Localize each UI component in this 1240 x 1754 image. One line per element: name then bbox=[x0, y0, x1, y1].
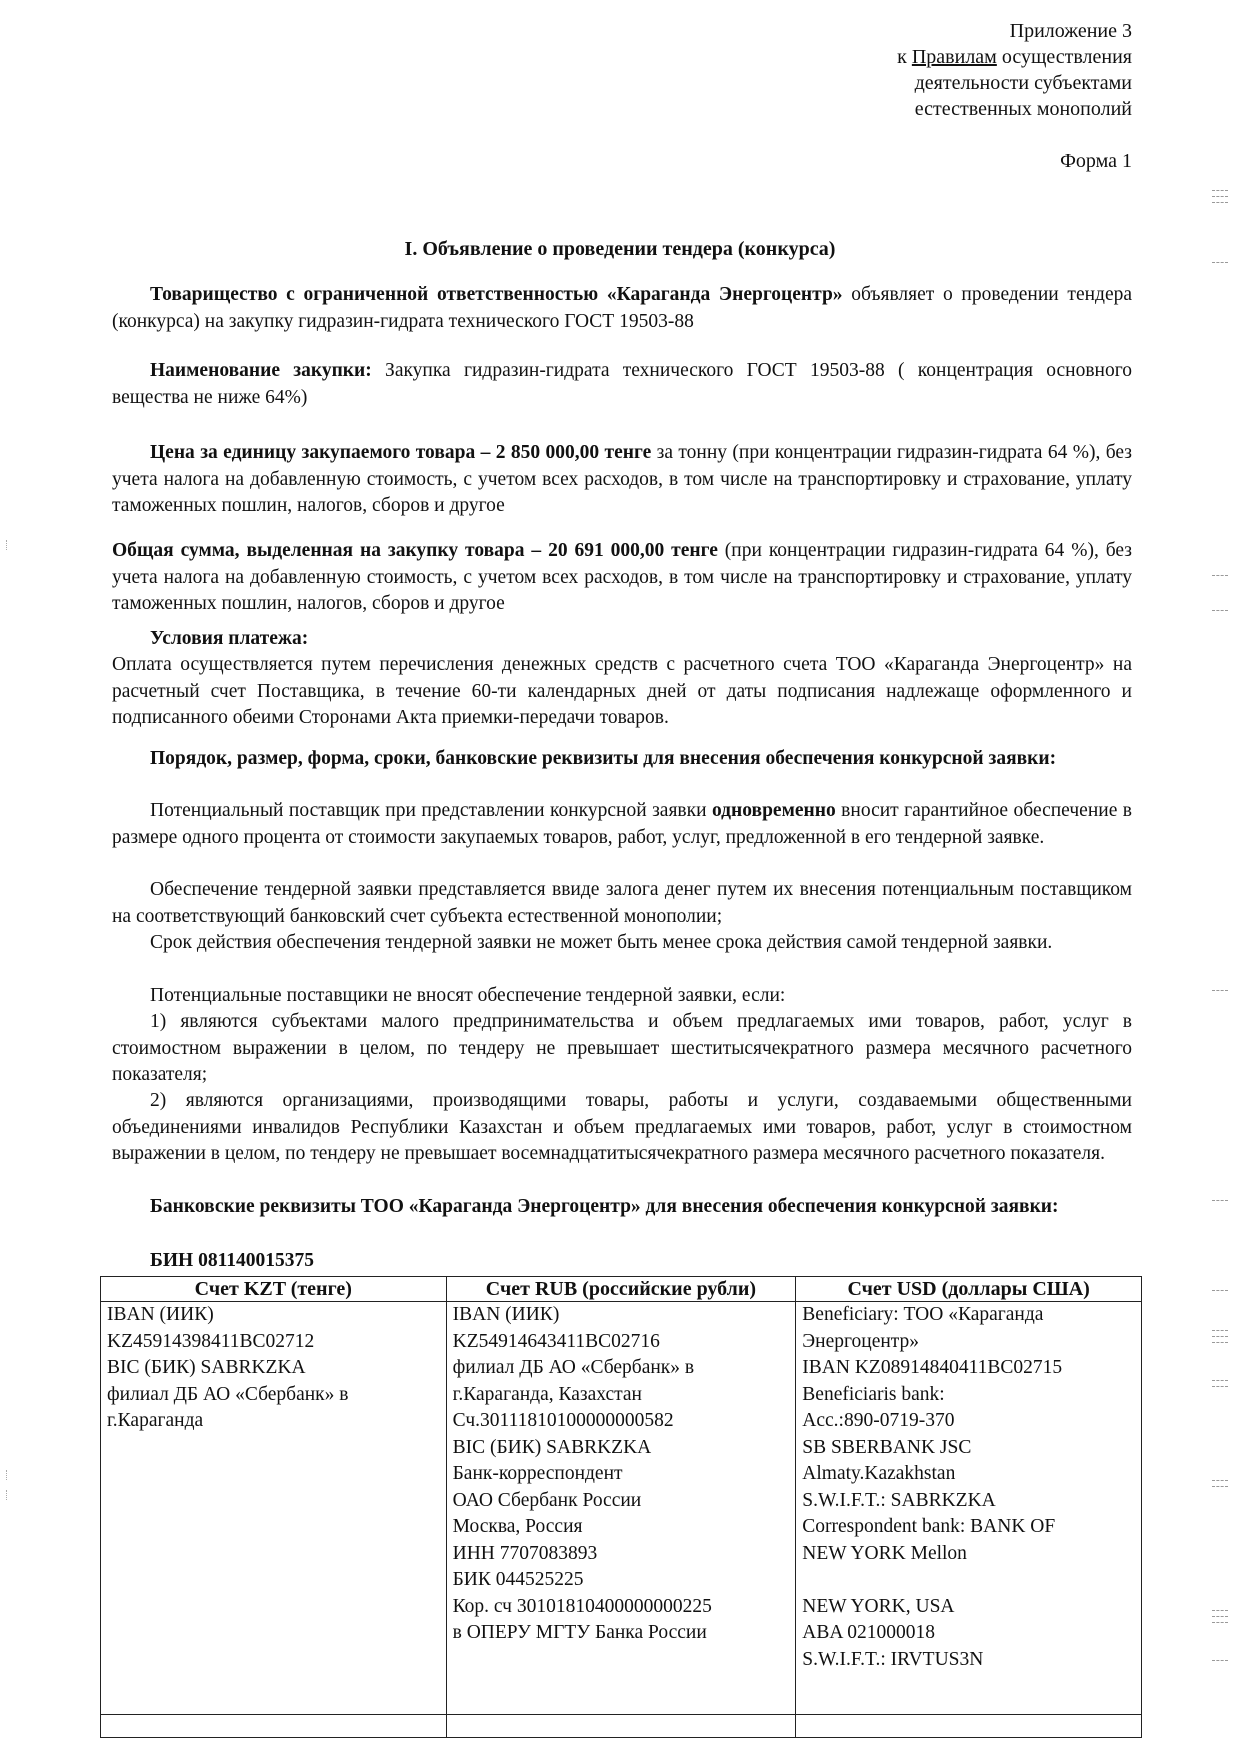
bank-heading: Банковские реквизиты ТОО «Караганда Энергоцентр» для внесения обеспечения конкурсной заявки: bbox=[150, 1196, 1059, 1217]
security-heading: Порядок, размер, форма, сроки, банковские реквизиты для внесения обеспечения конкурсной заявки: bbox=[150, 748, 1057, 769]
column-header-usd: Счет USD (доллары США) bbox=[796, 1277, 1142, 1302]
appendix-line-3: деятельности субъектами bbox=[914, 72, 1132, 94]
payment-label: Условия платежа: bbox=[150, 628, 309, 649]
scan-edge-marks bbox=[1204, 0, 1234, 1754]
security-paragraph-3: Срок действия обеспечения тендерной заявки не может быть менее срока действия самой тендерной заявки. bbox=[150, 932, 1053, 953]
rub-line: ОАО Сбербанк России bbox=[452, 1489, 642, 1511]
column-header-rub: Счет RUB (российские рубли) bbox=[446, 1277, 796, 1302]
rub-details-cell bbox=[446, 1302, 796, 1715]
bin-number: БИН 081140015375 bbox=[150, 1250, 315, 1271]
scan-left-marks bbox=[4, 0, 14, 1754]
rub-line: KZ54914643411BC02716 bbox=[452, 1330, 660, 1352]
usd-line: Acc.:890-0719-370 bbox=[802, 1410, 955, 1431]
rub-line: филиал ДБ АО «Сбербанк» в bbox=[452, 1357, 695, 1378]
usd-line: ABA 021000018 bbox=[802, 1622, 936, 1643]
usd-line bbox=[802, 1567, 1135, 1594]
organization-name: Товарищество с ограниченной ответственностью «Караганда Энергоцентр» bbox=[150, 284, 843, 305]
security-paragraph-2: Обеспечение тендерной заявки представляется ввиде залога денег путем их внесения потенциальным поставщиком на соответствующий банковский счет субъекта естественной монополии; bbox=[112, 879, 1132, 927]
rules-link[interactable]: Правилам bbox=[911, 46, 997, 68]
usd-line: Энергоцентр» bbox=[802, 1330, 920, 1352]
security-paragraph-5: 1) являются субъектами малого предпринимательства и объем предлагаемых ими товаров, работ, услуг в стоимостном выражении в целом, по тендеру не превышает шеститысячекратного размера месячного расчетного показателя; bbox=[112, 1011, 1132, 1085]
security-paragraph-4: Потенциальные поставщики не вносят обеспечение тендерной заявки, если: bbox=[150, 985, 786, 1006]
appendix-line-2 bbox=[897, 44, 1132, 70]
security-p1-bold: одновременно bbox=[711, 800, 836, 821]
kzt-line: филиал ДБ АО «Сбербанк» в bbox=[107, 1383, 349, 1405]
kzt-details-cell bbox=[101, 1302, 447, 1715]
appendix-suffix: осуществления bbox=[996, 46, 1132, 68]
rub-line: BIC (БИК) SABRKZKA bbox=[452, 1436, 652, 1458]
empty-cell bbox=[796, 1715, 1142, 1738]
unit-price-paragraph bbox=[112, 440, 1132, 520]
security-p1-before: Потенциальный поставщик при представлении конкурсной заявки bbox=[150, 800, 712, 821]
kzt-line: BIC (БИК) SABRKZKA bbox=[107, 1357, 306, 1378]
document-title: I. Объявление о проведении тендера (конкурса) bbox=[404, 238, 836, 260]
usd-line: SB SBERBANK JSC bbox=[802, 1436, 972, 1458]
rub-line: Москва, Россия bbox=[452, 1516, 583, 1537]
usd-details-cell bbox=[796, 1302, 1142, 1715]
usd-line: Beneficiaris bank: bbox=[802, 1383, 945, 1405]
intro-paragraph bbox=[112, 282, 1132, 335]
usd-line: NEW YORK, USA bbox=[802, 1595, 955, 1617]
payment-text: Оплата осуществляется путем перечисления денежных средств с расчетного счета ТОО «Караганда Энергоцентр» на расчетный счет Поставщика, в течение 60-ти календарных дней от даты подписания надлежаще оформленного и подписанного обеими Сторонами Акта приемки-передачи товаров. bbox=[112, 654, 1132, 728]
total-sum-text: (при концентрации гидразин-гидрата 64 %), без учета налога на добавленную стоимость, с учетом всех расходов, в том числе на транспортировку и страхование, уплату таможенных пошлин, налогов, сборов и другое bbox=[112, 540, 1132, 614]
usd-line: Almaty.Kazakhstan bbox=[802, 1463, 956, 1484]
appendix-line-1: Приложение 3 bbox=[1009, 20, 1132, 42]
rub-line: г.Караганда, Казахстан bbox=[452, 1383, 642, 1405]
rub-line: IBAN (ИИК) bbox=[452, 1304, 560, 1325]
appendix-line-4: естественных монополий bbox=[914, 98, 1132, 120]
usd-line: S.W.I.F.T.: SABRKZKA bbox=[802, 1489, 996, 1511]
appendix-prefix: к bbox=[897, 46, 912, 68]
purchase-name-label: Наименование закупки: bbox=[150, 360, 372, 381]
security-paragraph-1 bbox=[112, 798, 1132, 851]
purchase-name-paragraph bbox=[112, 358, 1132, 411]
usd-line: IBAN KZ08914840411BC02715 bbox=[802, 1357, 1063, 1378]
security-p1-after: вносит гарантийное обеспечение в размере одного процента от стоимости закупаемых товаров, работ, услуг, предложенной в его тендерной заявке. bbox=[112, 800, 1133, 848]
usd-line: Correspondent bank: BANK OF bbox=[802, 1516, 1056, 1537]
bank-details-table bbox=[100, 1276, 1142, 1738]
kzt-line: KZ45914398411BC02712 bbox=[107, 1330, 315, 1352]
total-sum-label: Общая сумма, выделенная на закупку товара – 20 691 000,00 тенге bbox=[112, 540, 718, 561]
usd-line: S.W.I.F.T.: IRVTUS3N bbox=[802, 1648, 984, 1670]
empty-cell bbox=[446, 1715, 796, 1738]
rub-line: Банк-корреспондент bbox=[452, 1463, 623, 1484]
total-sum-paragraph bbox=[112, 538, 1132, 618]
rub-line: в ОПЕРУ МГТУ Банка России bbox=[452, 1622, 707, 1643]
rub-line: БИК 044525225 bbox=[452, 1569, 584, 1590]
empty-cell bbox=[101, 1715, 447, 1738]
form-label: Форма 1 bbox=[1060, 150, 1132, 172]
unit-price-text: за тонну (при концентрации гидразин-гидрата 64 %), без учета налога на добавленную стоимость, с учетом всех расходов, в том числе на транспортировку и страхование, уплату таможенных пошлин, налогов, сборов и другое bbox=[112, 442, 1132, 516]
unit-price-label: Цена за единицу закупаемого товара – 2 850 000,00 тенге bbox=[150, 442, 652, 463]
usd-line: NEW YORK Mellon bbox=[802, 1542, 967, 1564]
rub-line: Кор. сч 30101810400000000225 bbox=[452, 1595, 712, 1617]
rub-line: Сч.30111810100000000582 bbox=[452, 1410, 674, 1431]
intro-text: объявляет о проведении тендера (конкурса) на закупку гидразин-гидрата технического ГОСТ 19503-88 bbox=[112, 284, 1133, 332]
security-paragraph-6: 2) являются организациями, производящими товары, работы и услуги, создаваемыми общественными объединениями инвалидов Республики Казахстан и объем предлагаемых ими товаров, работ, услуг в стоимостном выражении в целом, по тендеру не превышает восемнадцатитысячекратного размера месячного расчетного показателя. bbox=[112, 1090, 1132, 1164]
column-header-kzt: Счет KZT (тенге) bbox=[101, 1277, 447, 1302]
purchase-name-text: Закупка гидразин-гидрата технического ГОСТ 19503-88 ( концентрация основного вещества не ниже 64%) bbox=[112, 360, 1132, 408]
rub-line: ИНН 7707083893 bbox=[452, 1542, 598, 1564]
appendix-header bbox=[897, 18, 1132, 122]
kzt-line: IBAN (ИИК) bbox=[107, 1304, 214, 1325]
usd-line: Beneficiary: ТОО «Караганда bbox=[802, 1304, 1044, 1325]
kzt-line: г.Караганда bbox=[107, 1410, 204, 1431]
